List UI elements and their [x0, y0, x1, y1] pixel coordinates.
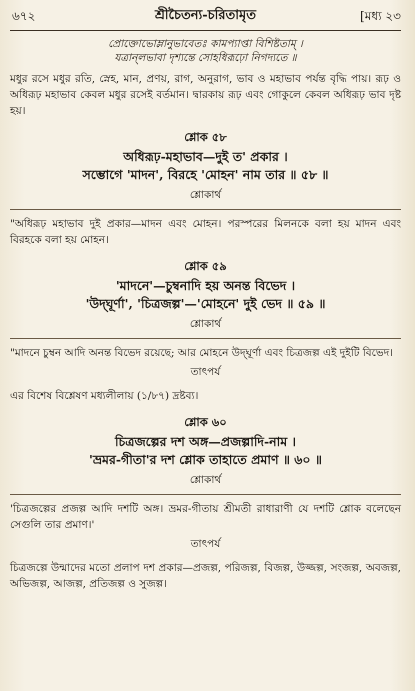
divider: [10, 494, 401, 495]
sanskrit-verse: [10, 37, 401, 65]
sanskrit-line-2: যত্রান্লভাবা দৃশ্যন্তে সোহধিরূঢ়ো নিগদ্যতে ॥: [114, 52, 297, 64]
sanskrit-line-1: প্রোক্তোভোম্লানুভাবেতঃ কামপ্যাপ্তা বিশিষ্টতাম্‌ ।: [108, 38, 303, 50]
chapter-ref: [মধ্য ২৩: [360, 9, 401, 23]
verse-58-line-1: অধিরূঢ়-মহাভাব—দুই ত' প্রকার ।: [123, 149, 288, 164]
purport-label-59: তাৎপর্য: [190, 366, 221, 378]
divider: [10, 209, 401, 210]
book-title: শ্রীচৈতন্য-চরিতামৃত: [154, 8, 257, 23]
page-header: [10, 0, 401, 31]
verse-59-line-1: 'মাদনে'—চুম্বনাদি হয় অনন্ত বিভেদ ।: [115, 278, 296, 293]
translation-59: "মাদনে চুম্বন আদি অনন্ত বিভেদ রয়েছে; আর মোহনে উদ্‌ঘূর্ণা এবং চিত্রজল্প এই দুইটি বিভেদ।: [10, 347, 393, 359]
page-number: ৬৭২: [12, 9, 36, 23]
translation-label-58: শ্লোকার্থ: [189, 189, 222, 201]
verse-60-line-1: চিত্রজল্পের দশ অঙ্গ—প্রজল্পাদি-নাম ।: [114, 434, 297, 449]
verse-58-line-2: সম্ভোগে 'মাদন', বিরহে 'মোহন' নাম তার ॥ ৫৮ ॥: [82, 167, 329, 182]
purport-label-60: তাৎপর্য: [190, 538, 221, 550]
verse-60-line-2: 'ভ্রমর-গীতা'র দশ শ্লোক তাহাতে প্রমাণ ॥ ৬০ ॥: [89, 452, 322, 467]
translation-58: "অধিরূঢ় মহাভাব দুই প্রকার—মাদন এবং মোহন। পরস্পরের মিলনকে বলা হয় মাদন এবং বিরহকে বলা হয় মোহন।: [10, 218, 401, 246]
purport-60: চিত্রজল্পে উন্মাদের মতো প্রলাপ দশ প্রকার—প্রজল্প, পরিজল্প, বিজল্প, উজ্জল্প, সংজল্প, অবজল্প, অভিজল্প, আজল্প, প্রতিজল্প ও সুজল্প।: [10, 562, 401, 590]
translation-60: 'চিত্রজল্পের প্রজল্প আদি দশটি অঙ্গ। ভ্রমর-গীতায় শ্রীমতী রাধারাণী যে দশটি শ্লোক বলেছেন সেগুলি তার প্রমাণ।': [10, 503, 401, 531]
translation-label-59: শ্লোকার্থ: [189, 318, 222, 330]
sloka-heading-58: শ্লোক ৫৮: [184, 130, 227, 144]
sloka-heading-60: শ্লোক ৬০: [184, 415, 227, 429]
intro-paragraph: মধুর রসে মধুর রতি, স্নেহ, মান, প্রণয়, রাগ, অনুরাগ, ভাব ও মহাভাব পর্যন্ত বৃদ্ধি পায়। রূঢ় ও অধিরূঢ় মহাভাব কেবল মধুর রসেই বর্তমান। দ্বারকায় রূঢ় এবং গোকুলে কেবল অধিরূঢ় ভাব দৃষ্ট হয়।: [10, 73, 401, 117]
purport-59: এর বিশেষ বিশ্লেষণ মধ্যলীলায় (১/৮৭) দ্রষ্টব্য।: [10, 390, 199, 402]
sloka-heading-59: শ্লোক ৫৯: [184, 259, 227, 273]
translation-label-60: শ্লোকার্থ: [189, 474, 222, 486]
verse-59-line-2: 'উদ্‌ঘূর্ণা', 'চিত্রজল্প'—'মোহনে' দুই ভেদ ॥ ৫৯ ॥: [85, 296, 326, 311]
divider: [10, 338, 401, 339]
